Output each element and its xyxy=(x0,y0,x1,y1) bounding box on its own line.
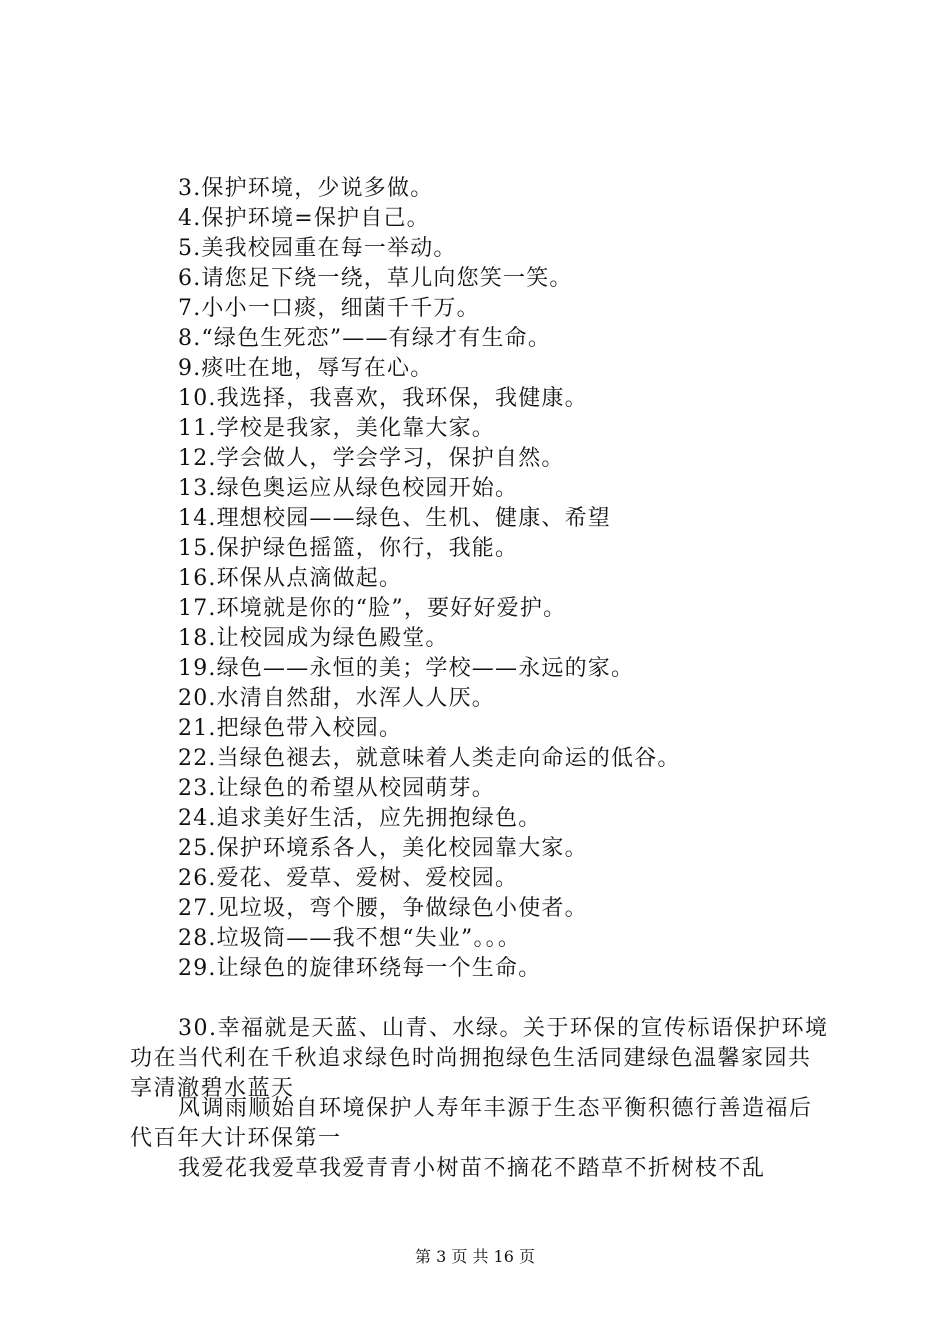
list-item: 9.痰吐在地，辱写在心。 xyxy=(178,356,434,381)
list-item: 24.追求美好生活，应先拥抱绿色。 xyxy=(178,806,542,831)
list-item: 17.环境就是你的“脸”，要好好爱护。 xyxy=(178,596,567,621)
list-item: 18.让校园成为绿色殿堂。 xyxy=(178,626,449,651)
list-item: 28.垃圾筒——我不想“失业”。。。 xyxy=(178,926,522,951)
list-item: 13.绿色奥运应从绿色校园开始。 xyxy=(178,476,519,501)
list-item: 16.环保从点滴做起。 xyxy=(178,566,403,591)
paragraph-slogans-1: 30.幸福就是天蓝、山青、水绿。关于环保的宣传标语保护环境功在当代利在千秋追求绿色时尚拥抱绿色生活同建绿色温馨家园共享清澈碧水蓝天 xyxy=(130,1016,829,1101)
list-item: 15.保护绿色摇篮，你行，我能。 xyxy=(178,536,519,561)
list-item: 6.请您足下绕一绕，草儿向您笑一笑。 xyxy=(178,266,573,291)
list-item: 22.当绿色褪去，就意味着人类走向命运的低谷。 xyxy=(178,746,681,771)
list-item: 27.见垃圾，弯个腰，争做绿色小使者。 xyxy=(178,896,588,921)
list-item: 5.美我校园重在每一举动。 xyxy=(178,236,457,261)
list-item: 8.“绿色生死恋”——有绿才有生命。 xyxy=(178,326,552,351)
list-item: 7.小小一口痰，细菌千千万。 xyxy=(178,296,480,321)
list-item: 12.学会做人，学会学习，保护自然。 xyxy=(178,446,565,471)
list-item: 26.爱花、爱草、爱树、爱校园。 xyxy=(178,866,519,891)
list-item: 23.让绿色的希望从校园萌芽。 xyxy=(178,776,495,801)
list-item: 20.水清自然甜，水浑人人厌。 xyxy=(178,686,495,711)
list-item: 25.保护环境系各人，美化校园靠大家。 xyxy=(178,836,588,861)
list-item: 4.保护环境=保护自己。 xyxy=(178,206,430,231)
list-item: 29.让绿色的旋律环绕每一个生命。 xyxy=(178,956,542,981)
slogan-list xyxy=(178,174,681,984)
paragraph-slogans-2: 风调雨顺始自环境保护人寿年丰源于生态平衡积德行善造福后代百年大计环保第一 xyxy=(130,1096,813,1151)
list-item: 21.把绿色带入校园。 xyxy=(178,716,403,741)
list-item: 14.理想校园——绿色、生机、健康、希望 xyxy=(178,506,611,531)
list-item: 10.我选择，我喜欢，我环保，我健康。 xyxy=(178,386,588,411)
paragraph-slogans-3: 我爱花我爱草我爱青青小树苗不摘花不踏草不折树枝不乱 xyxy=(178,1156,766,1181)
list-item: 19.绿色——永恒的美；学校——永远的家。 xyxy=(178,656,635,681)
page-footer: 第 3 页 共 16 页 xyxy=(415,1247,535,1266)
list-item: 11.学校是我家，美化靠大家。 xyxy=(178,416,495,441)
list-item: 3.保护环境，少说多做。 xyxy=(178,176,434,201)
